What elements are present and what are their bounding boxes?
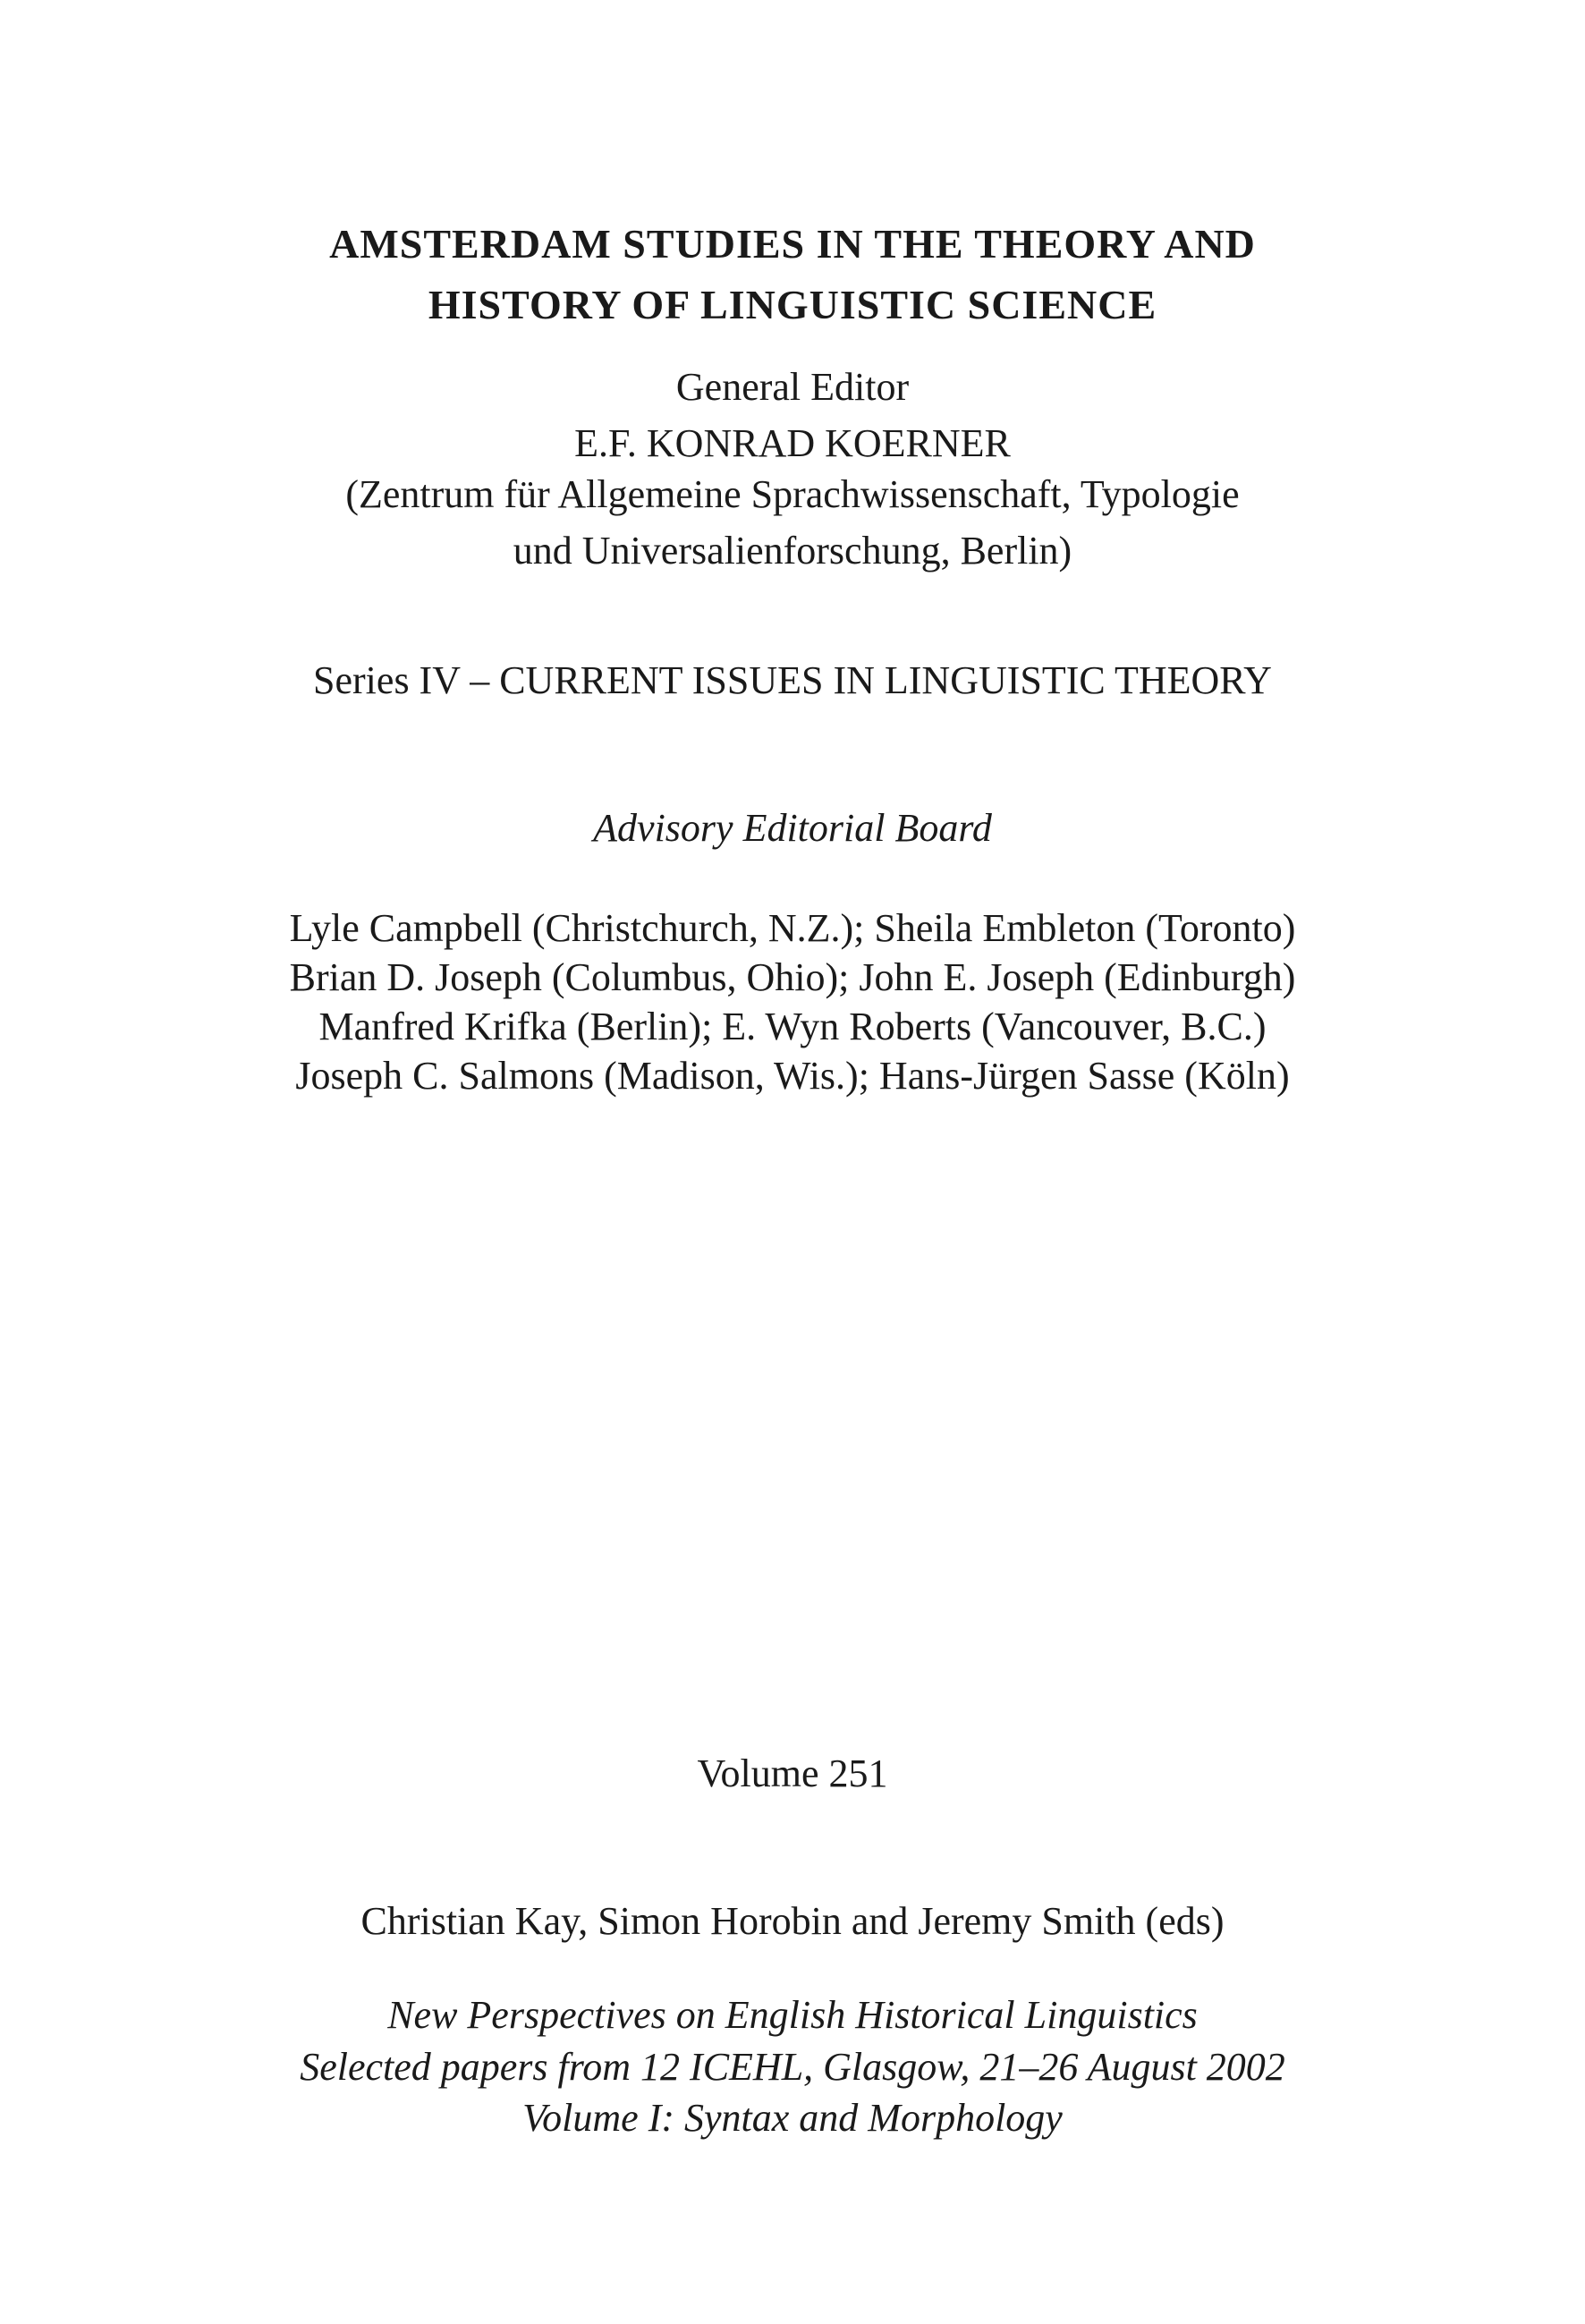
advisory-board-line: Manfred Krifka (Berlin); E. Wyn Roberts (Vancouver, B.C.)	[318, 1005, 1267, 1048]
general-editor-name: E.F. KONRAD KOERNER	[574, 421, 1011, 465]
advisory-board-heading: Advisory Editorial Board	[593, 806, 992, 850]
volume-title: New Perspectives on English Historical Linguistics	[387, 1993, 1198, 2037]
editor-affiliation-line-2: und Universalienforschung, Berlin)	[513, 529, 1072, 573]
series-title-line-2: HISTORY OF LINGUISTIC SCIENCE	[428, 282, 1157, 327]
volume-subtitle: Selected papers from 12 ICEHL, Glasgow, 21–26 August 2002	[300, 2045, 1285, 2089]
advisory-board-line: Joseph C. Salmons (Madison, Wis.); Hans-Jürgen Sasse (Köln)	[295, 1054, 1290, 1098]
editor-affiliation-line-1: (Zentrum für Allgemeine Sprachwissenschaft, Typologie	[345, 472, 1240, 516]
subseries-title: Series IV – CURRENT ISSUES IN LINGUISTIC THEORY	[313, 658, 1272, 702]
volume-part: Volume I: Syntax and Morphology	[522, 2096, 1063, 2140]
volume-number: Volume 251	[697, 1751, 888, 1795]
general-editor-label: General Editor	[675, 365, 910, 409]
advisory-board-line: Lyle Campbell (Christchurch, N.Z.); Sheila Embleton (Toronto)	[289, 906, 1296, 950]
series-title-line-1: AMSTERDAM STUDIES IN THE THEORY AND	[329, 221, 1256, 267]
advisory-board-line: Brian D. Joseph (Columbus, Ohio); John E. Joseph (Edinburgh)	[289, 955, 1296, 999]
volume-editors: Christian Kay, Simon Horobin and Jeremy Smith (eds)	[360, 1899, 1225, 1943]
